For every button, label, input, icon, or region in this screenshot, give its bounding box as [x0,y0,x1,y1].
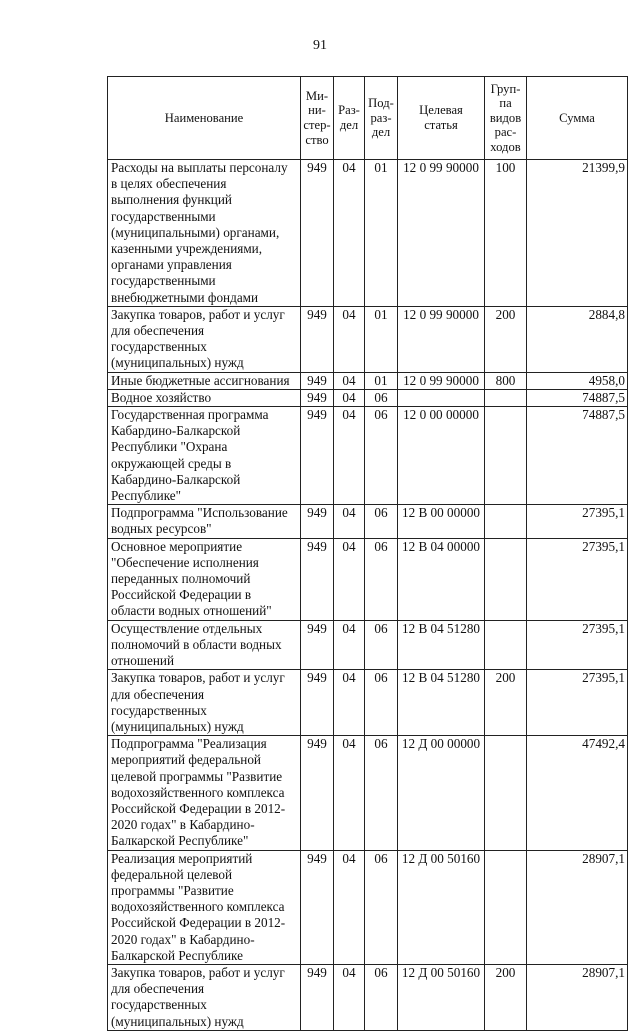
cell-subsection: 06 [365,670,398,736]
header-group: Груп- па видов рас- ходов [485,77,527,160]
cell-target: 12 0 99 90000 [398,372,485,389]
cell-target: 12 В 00 00000 [398,505,485,538]
cell-subsection: 06 [365,407,398,505]
cell-sum: 21399,9 [527,160,628,307]
header-sum: Сумма [527,77,628,160]
cell-group: 200 [485,964,527,1030]
cell-sum: 27395,1 [527,620,628,670]
header-ministry: Ми- ни- стер- ство [301,77,334,160]
cell-sum: 27395,1 [527,538,628,620]
cell-sum: 27395,1 [527,670,628,736]
table-row [108,407,628,505]
cell-subsection: 06 [365,964,398,1030]
table-row [108,964,628,1030]
table-row [108,160,628,307]
cell-target: 12 В 04 00000 [398,538,485,620]
cell-target: 12 0 99 90000 [398,160,485,307]
cell-subsection: 06 [365,389,398,406]
cell-subsection: 06 [365,505,398,538]
cell-section: 04 [334,850,365,964]
cell-group [485,538,527,620]
header-name: Наименование [108,77,301,160]
cell-subsection: 01 [365,372,398,389]
cell-sum: 74887,5 [527,389,628,406]
cell-name: Основное мероприятие "Обеспечение исполнения переданных полномочий Российской Федерации в области водных отношений" [108,538,301,620]
cell-subsection: 06 [365,620,398,670]
header-subsection: Под- раз- дел [365,77,398,160]
cell-name: Закупка товаров, работ и услуг для обеспечения государственных (муниципальных) нужд [108,670,301,736]
cell-ministry: 949 [301,505,334,538]
cell-group [485,407,527,505]
table-row [108,620,628,670]
cell-group [485,850,527,964]
cell-ministry: 949 [301,306,334,372]
budget-table [107,76,628,1031]
cell-section: 04 [334,736,365,850]
table-row [108,306,628,372]
cell-name: Закупка товаров, работ и услуг для обеспечения государственных (муниципальных) нужд [108,306,301,372]
cell-group: 200 [485,670,527,736]
cell-group: 200 [485,306,527,372]
cell-subsection: 06 [365,736,398,850]
cell-section: 04 [334,306,365,372]
cell-target: 12 Д 00 00000 [398,736,485,850]
cell-sum: 4958,0 [527,372,628,389]
cell-section: 04 [334,389,365,406]
cell-name: Реализация мероприятий федеральной целевой программы "Развитие водохозяйственного комплекса Российской Федерации в 2012-2020 годах" в Кабардино-Балкарской Республике [108,850,301,964]
cell-target: 12 0 99 90000 [398,306,485,372]
cell-subsection: 01 [365,160,398,307]
table-row [108,736,628,850]
cell-section: 04 [334,964,365,1030]
cell-name: Подпрограмма "Реализация мероприятий федеральной целевой программы "Развитие водохозяйственного комплекса Российской Федерации в 2012-2020 годах" в Кабардино-Балкарской Республике" [108,736,301,850]
cell-ministry: 949 [301,389,334,406]
cell-target: 12 Д 00 50160 [398,964,485,1030]
cell-section: 04 [334,407,365,505]
cell-group [485,505,527,538]
cell-sum: 47492,4 [527,736,628,850]
cell-name: Подпрограмма "Использование водных ресурсов" [108,505,301,538]
cell-ministry: 949 [301,407,334,505]
cell-group [485,389,527,406]
cell-group: 800 [485,372,527,389]
cell-sum: 2884,8 [527,306,628,372]
cell-group [485,620,527,670]
cell-sum: 28907,1 [527,964,628,1030]
cell-name: Иные бюджетные ассигнования [108,372,301,389]
header-target: Целевая статья [398,77,485,160]
cell-name: Осуществление отдельных полномочий в области водных отношений [108,620,301,670]
cell-section: 04 [334,505,365,538]
header-section: Раз- дел [334,77,365,160]
cell-name: Закупка товаров, работ и услуг для обеспечения государственных (муниципальных) нужд [108,964,301,1030]
cell-section: 04 [334,538,365,620]
cell-ministry: 949 [301,670,334,736]
cell-name: Расходы на выплаты персоналу в целях обеспечения выполнения функций государственными (муниципальными) органами, казенными учреждениями, органами управления государственными внебюджетными фондами [108,160,301,307]
cell-sum: 74887,5 [527,407,628,505]
cell-target: 12 В 04 51280 [398,670,485,736]
cell-ministry: 949 [301,736,334,850]
table-row [108,372,628,389]
cell-ministry: 949 [301,964,334,1030]
cell-name: Государственная программа Кабардино-Балкарской Республики "Охрана окружающей среды в Кабардино-Балкарской Республике" [108,407,301,505]
cell-target: 12 Д 00 50160 [398,850,485,964]
cell-section: 04 [334,160,365,307]
cell-subsection: 06 [365,538,398,620]
cell-ministry: 949 [301,372,334,389]
cell-target: 12 0 00 00000 [398,407,485,505]
cell-ministry: 949 [301,620,334,670]
page-number: 91 [313,38,327,53]
cell-subsection: 01 [365,306,398,372]
cell-sum: 27395,1 [527,505,628,538]
cell-subsection: 06 [365,850,398,964]
cell-group: 100 [485,160,527,307]
cell-ministry: 949 [301,538,334,620]
cell-group [485,736,527,850]
cell-target: 12 В 04 51280 [398,620,485,670]
table-row [108,505,628,538]
cell-section: 04 [334,620,365,670]
table-row [108,850,628,964]
cell-ministry: 949 [301,160,334,307]
cell-name: Водное хозяйство [108,389,301,406]
table-row [108,670,628,736]
table-row [108,389,628,406]
cell-target [398,389,485,406]
cell-sum: 28907,1 [527,850,628,964]
cell-ministry: 949 [301,850,334,964]
cell-section: 04 [334,372,365,389]
cell-section: 04 [334,670,365,736]
table-row [108,538,628,620]
header-row [108,77,628,160]
